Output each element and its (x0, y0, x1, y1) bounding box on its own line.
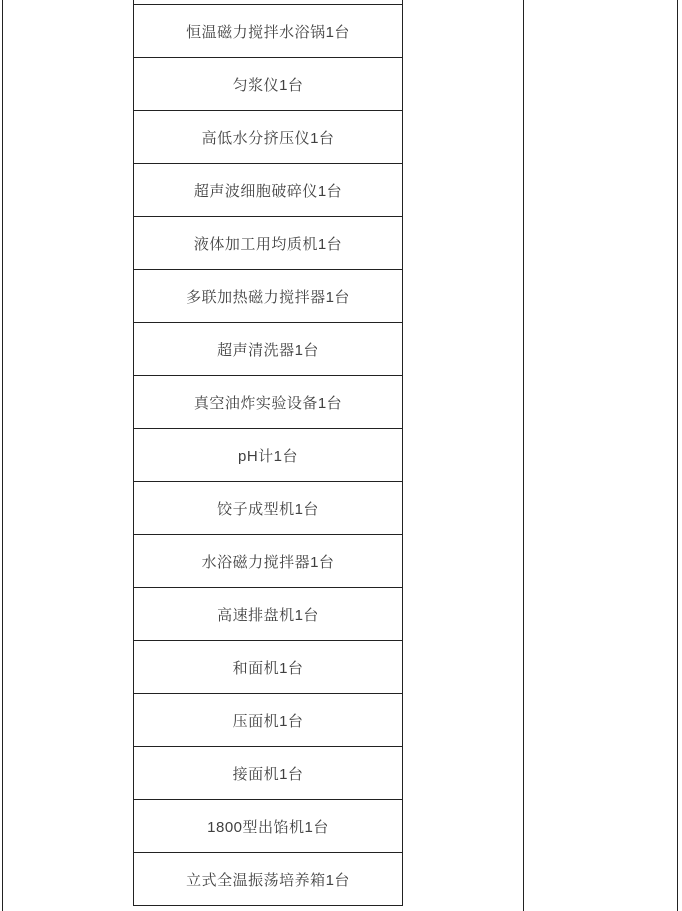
equipment-label: 多联加热磁力搅拌器1台 (186, 288, 350, 306)
equipment-label: 超声波细胞破碎仪1台 (193, 182, 343, 200)
table-row (133, 58, 403, 111)
equipment-table-column (133, 4, 403, 906)
table-row (133, 323, 403, 376)
table-row (133, 535, 403, 588)
equipment-label: 超声清洗器1台 (217, 341, 319, 359)
table-row (133, 111, 403, 164)
equipment-label: 1800型出馅机1台 (207, 818, 329, 836)
table-border-middle (523, 0, 524, 911)
equipment-label: 真空油炸实验设备1台 (193, 394, 343, 412)
table-row (133, 694, 403, 747)
equipment-label: 和面机1台 (232, 659, 304, 677)
equipment-label: pH计1台 (237, 447, 299, 465)
table-row (133, 429, 403, 482)
table-row (133, 853, 403, 906)
equipment-label: 高低水分挤压仪1台 (201, 129, 335, 147)
equipment-label: 高速排盘机1台 (217, 606, 319, 624)
equipment-label: 恒温磁力搅拌水浴锅1台 (186, 23, 350, 41)
table-border-outer-left (2, 0, 3, 911)
equipment-label: 水浴磁力搅拌器1台 (201, 553, 335, 571)
equipment-label: 接面机1台 (232, 765, 304, 783)
table-row (133, 588, 403, 641)
table-row (133, 641, 403, 694)
table-border-outer-right (677, 0, 678, 911)
equipment-label: 压面机1台 (232, 712, 304, 730)
equipment-label: 饺子成型机1台 (217, 500, 319, 518)
equipment-label: 立式全温振荡培养箱1台 (186, 871, 350, 889)
table-row (133, 747, 403, 800)
table-row (133, 482, 403, 535)
table-row (133, 5, 403, 58)
table-row (133, 270, 403, 323)
equipment-label: 液体加工用均质机1台 (193, 235, 343, 253)
table-row (133, 376, 403, 429)
equipment-label: 匀浆仪1台 (232, 76, 304, 94)
table-row (133, 217, 403, 270)
table-row (133, 164, 403, 217)
table-row (133, 800, 403, 853)
